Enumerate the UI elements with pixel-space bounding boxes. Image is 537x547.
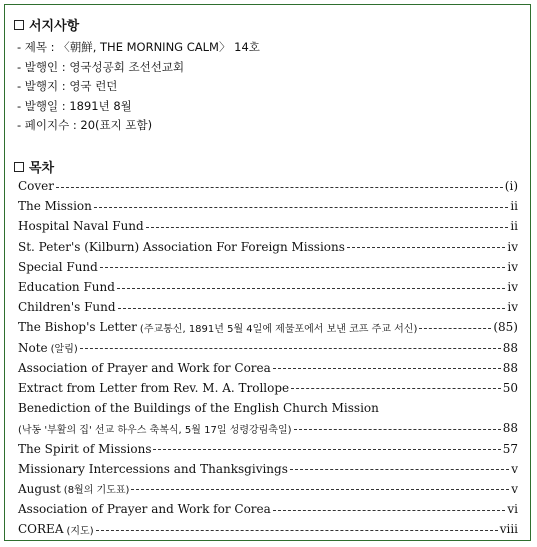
bibliography-item: - 발행일 : 1891년 8월 [17, 98, 132, 113]
bibliography-item: - 제목 : 〈朝鮮, THE MORNING CALM〉 14호 [17, 40, 260, 54]
toc-page-number: ii [510, 199, 518, 214]
toc-entry[interactable] [18, 438, 518, 458]
toc-leader-line [419, 328, 491, 329]
bibliography-item: - 페이지수 : 20(표지 포함) [17, 118, 153, 133]
toc-page-number: 88 [502, 340, 518, 355]
toc-entry-title: August [18, 481, 61, 496]
toc-entry-title: Extract from Letter from Rev. M. A. Trollope [18, 380, 290, 395]
toc-leader-line [94, 207, 508, 208]
toc-entry-title: Special Fund [18, 259, 98, 274]
toc-page-number: v [511, 481, 518, 496]
toc-page-number: (i) [504, 179, 518, 194]
toc-leader-line [80, 348, 501, 349]
toc-entry-title: Missionary Intercessions and Thanksgivings [18, 461, 288, 476]
toc-entry-note: (낙동 '부활의 집' 선교 하우스 축복식, 5월 17일 성령강림축일) [18, 424, 292, 436]
toc-page-number: ii [510, 219, 518, 234]
toc-entry[interactable] [18, 378, 518, 398]
toc-entry[interactable] [18, 176, 518, 196]
table-of-contents [18, 176, 518, 539]
toc-entry-title: Hospital Naval Fund [18, 219, 144, 234]
bibliography-heading-text: 서지사항 [29, 19, 80, 34]
toc-page-number: iv [507, 300, 518, 315]
toc-entry-note: (주교통신, 1891년 5월 4일에 제물포에서 보낸 코프 주교 서신) [139, 323, 418, 335]
toc-entry[interactable] [18, 216, 518, 236]
toc-entry[interactable] [18, 196, 518, 216]
toc-page-number: iv [507, 239, 518, 254]
toc-entry-title: Association of Prayer and Work for Corea [18, 360, 271, 375]
toc-entry-title: The Bishop's Letter [18, 320, 137, 335]
toc-leader-line [153, 449, 500, 450]
toc-page-number: 88 [502, 421, 518, 436]
toc-leader-line [291, 388, 501, 389]
toc-entry-title: Benediction of the Buildings of the English Church Mission [18, 401, 379, 416]
toc-leader-line [96, 530, 498, 531]
toc-entry[interactable] [18, 418, 518, 438]
toc-entry[interactable] [18, 519, 518, 539]
toc-entry-title: Cover [18, 179, 55, 194]
toc-leader-line [56, 187, 503, 188]
toc-entry[interactable] [18, 317, 518, 337]
toc-entry-title: The Mission [18, 199, 92, 214]
checkbox-square-icon [14, 20, 24, 30]
toc-page-number: (85) [493, 320, 518, 335]
toc-page-number: 50 [502, 380, 518, 395]
toc-entry-title: Association of Prayer and Work for Corea [18, 502, 271, 517]
toc-entry-note: (지도) [66, 525, 94, 537]
toc-page-number: iv [507, 280, 518, 295]
bibliography-list [17, 38, 260, 136]
toc-entry[interactable] [18, 479, 518, 499]
toc-leader-line [100, 267, 506, 268]
toc-entry[interactable] [18, 257, 518, 277]
toc-heading [14, 157, 54, 176]
toc-leader-line [290, 469, 509, 470]
toc-entry[interactable] [18, 398, 518, 418]
toc-page-number: 88 [502, 360, 518, 375]
toc-entry[interactable] [18, 297, 518, 317]
toc-leader-line [118, 308, 506, 309]
toc-page-number: 57 [502, 441, 518, 456]
toc-entry[interactable] [18, 459, 518, 479]
toc-entry-title: Children's Fund [18, 300, 116, 315]
checkbox-square-icon [14, 162, 24, 172]
bibliography-item: - 발행지 : 영국 런던 [17, 79, 118, 94]
toc-page-number: viii [499, 522, 518, 537]
toc-entry[interactable] [18, 499, 518, 519]
toc-page-number: vi [507, 502, 518, 517]
toc-entry-note: (알림) [50, 344, 78, 356]
toc-leader-line [273, 368, 501, 369]
toc-leader-line [146, 227, 509, 228]
toc-leader-line [294, 429, 501, 430]
toc-entry[interactable] [18, 338, 518, 358]
toc-entry[interactable] [18, 237, 518, 257]
toc-entry-title: Note [18, 340, 48, 355]
toc-leader-line [347, 247, 505, 248]
toc-page-number: iv [507, 259, 518, 274]
toc-entry-title: The Spirit of Missions [18, 441, 152, 456]
toc-entry-title: COREA [18, 522, 64, 537]
toc-page-number: v [511, 461, 518, 476]
bibliography-item: - 발행인 : 영국성공회 조선선교회 [17, 59, 185, 74]
toc-entry-note: (8월의 기도표) [63, 485, 130, 497]
bibliography-heading [14, 15, 79, 34]
toc-entry-title: St. Peter's (Kilburn) Association For Foreign Missions [18, 239, 345, 254]
toc-heading-text: 목차 [29, 161, 55, 176]
toc-entry-title: Education Fund [18, 280, 115, 295]
toc-leader-line [117, 288, 505, 289]
toc-leader-line [273, 510, 506, 511]
toc-entry[interactable] [18, 277, 518, 297]
toc-entry[interactable] [18, 358, 518, 378]
toc-leader-line [131, 489, 509, 490]
